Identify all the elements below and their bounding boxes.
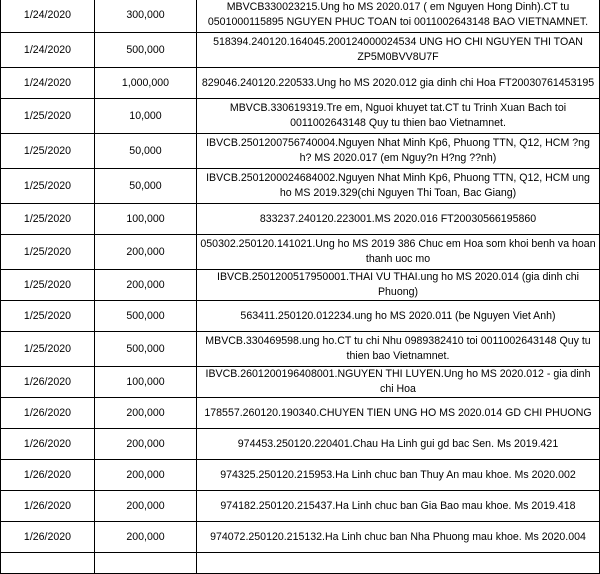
date-cell: 1/24/2020 xyxy=(1,33,95,68)
amount-cell: 10,000 xyxy=(95,99,197,134)
amount-cell: 50,000 xyxy=(95,169,197,204)
amount-cell: 200,000 xyxy=(95,270,197,301)
date-cell: 1/26/2020 xyxy=(1,367,95,398)
table-row xyxy=(1,332,600,367)
table-row xyxy=(1,522,600,553)
description-cell: 178557.260120.190340.CHUYEN TIEN UNG HO MS 2020.014 GD CHI PHUONG xyxy=(197,398,600,429)
amount-cell: 500,000 xyxy=(95,33,197,68)
amount-cell: 100,000 xyxy=(95,204,197,235)
date-cell: 1/25/2020 xyxy=(1,169,95,204)
table-row-partial xyxy=(1,553,600,574)
table-row xyxy=(1,270,600,301)
amount-cell: 200,000 xyxy=(95,491,197,522)
table-row xyxy=(1,460,600,491)
table-row xyxy=(1,398,600,429)
empty-cell xyxy=(95,553,197,574)
amount-cell: 300,000 xyxy=(95,0,197,33)
table-row xyxy=(1,301,600,332)
date-cell: 1/25/2020 xyxy=(1,204,95,235)
date-cell: 1/26/2020 xyxy=(1,398,95,429)
description-cell: 833237.240120.223001.MS 2020.016 FT20030566195860 xyxy=(197,204,600,235)
amount-cell: 200,000 xyxy=(95,235,197,270)
description-cell: MBVCB330023215.Ung ho MS 2020.017 ( em Nguyen Hong Dinh).CT tu 0501000115895 NGUYEN PHUC TOAN toi 0011002643148 BAO VIETNAMNET. xyxy=(197,0,600,33)
table-row xyxy=(1,367,600,398)
amount-cell: 50,000 xyxy=(95,134,197,169)
table-row xyxy=(1,491,600,522)
table-row xyxy=(1,33,600,68)
description-cell: 974072.250120.215132.Ha Linh chuc ban Nha Phuong mau khoe. Ms 2020.004 xyxy=(197,522,600,553)
date-cell: 1/26/2020 xyxy=(1,491,95,522)
description-cell: MBVCB.330619319.Tre em, Nguoi khuyet tat.CT tu Trinh Xuan Bach toi 0011002643148 Quy tu thien bao Vietnamnet. xyxy=(197,99,600,134)
description-cell: IBVCB.2501200517950001.THAI VU THAI.ung ho MS 2020.014 (gia dinh chi Phuong) xyxy=(197,270,600,301)
description-cell: 974453.250120.220401.Chau Ha Linh gui gd bac Sen. Ms 2019.421 xyxy=(197,429,600,460)
description-cell: 563411.250120.012234.ung ho MS 2020.011 (be Nguyen Viet Anh) xyxy=(197,301,600,332)
table-row xyxy=(1,99,600,134)
date-cell: 1/26/2020 xyxy=(1,460,95,491)
date-cell: 1/26/2020 xyxy=(1,522,95,553)
table-row xyxy=(1,68,600,99)
table-row xyxy=(1,0,600,33)
description-cell: 829046.240120.220533.Ung ho MS 2020.012 gia dinh chi Hoa FT20030761453195 xyxy=(197,68,600,99)
description-cell: IBVCB.2501200756740004.Nguyen Nhat Minh Kp6, Phuong TTN, Q12, HCM ?ng h? MS 2020.017 (em Nguy?n H?ng ??nh) xyxy=(197,134,600,169)
amount-cell: 100,000 xyxy=(95,367,197,398)
date-cell: 1/24/2020 xyxy=(1,0,95,33)
description-cell: 974182.250120.215437.Ha Linh chuc ban Gia Bao mau khoe. Ms 2019.418 xyxy=(197,491,600,522)
empty-cell xyxy=(1,553,95,574)
date-cell: 1/25/2020 xyxy=(1,301,95,332)
table-row xyxy=(1,429,600,460)
date-cell: 1/25/2020 xyxy=(1,99,95,134)
date-cell: 1/24/2020 xyxy=(1,68,95,99)
date-cell: 1/25/2020 xyxy=(1,332,95,367)
amount-cell: 200,000 xyxy=(95,429,197,460)
description-cell: 518394.240120.164045.200124000024534 UNG HO CHI NGUYEN THI TOAN ZP5M0BVV8U7F xyxy=(197,33,600,68)
table-body xyxy=(1,0,600,574)
description-cell: IBVCB.2601200196408001.NGUYEN THI LUYEN.Ung ho MS 2020.012 - gia dinh chi Hoa xyxy=(197,367,600,398)
amount-cell: 1,000,000 xyxy=(95,68,197,99)
amount-cell: 200,000 xyxy=(95,460,197,491)
description-cell: 974325.250120.215953.Ha Linh chuc ban Thuy An mau khoe. Ms 2020.002 xyxy=(197,460,600,491)
table-row xyxy=(1,134,600,169)
table-row xyxy=(1,235,600,270)
date-cell: 1/26/2020 xyxy=(1,429,95,460)
date-cell: 1/25/2020 xyxy=(1,235,95,270)
description-cell: IBVCB.2501200024684002.Nguyen Nhat Minh Kp6, Phuong TTN, Q12, HCM ung ho MS 2019.329(chi Nguyen Thi Toan, Bac Giang) xyxy=(197,169,600,204)
description-cell: 050302.250120.141021.Ung ho MS 2019 386 Chuc em Hoa som khoi benh va hoan thanh uoc mo xyxy=(197,235,600,270)
amount-cell: 200,000 xyxy=(95,398,197,429)
amount-cell: 200,000 xyxy=(95,522,197,553)
table-row xyxy=(1,169,600,204)
empty-cell xyxy=(197,553,600,574)
table-row xyxy=(1,204,600,235)
amount-cell: 500,000 xyxy=(95,301,197,332)
description-cell: MBVCB.330469598.ung ho.CT tu chi Nhu 0989382410 toi 0011002643148 Quy tu thien bao Vietnamnet. xyxy=(197,332,600,367)
date-cell: 1/25/2020 xyxy=(1,270,95,301)
date-cell: 1/25/2020 xyxy=(1,134,95,169)
amount-cell: 500,000 xyxy=(95,332,197,367)
